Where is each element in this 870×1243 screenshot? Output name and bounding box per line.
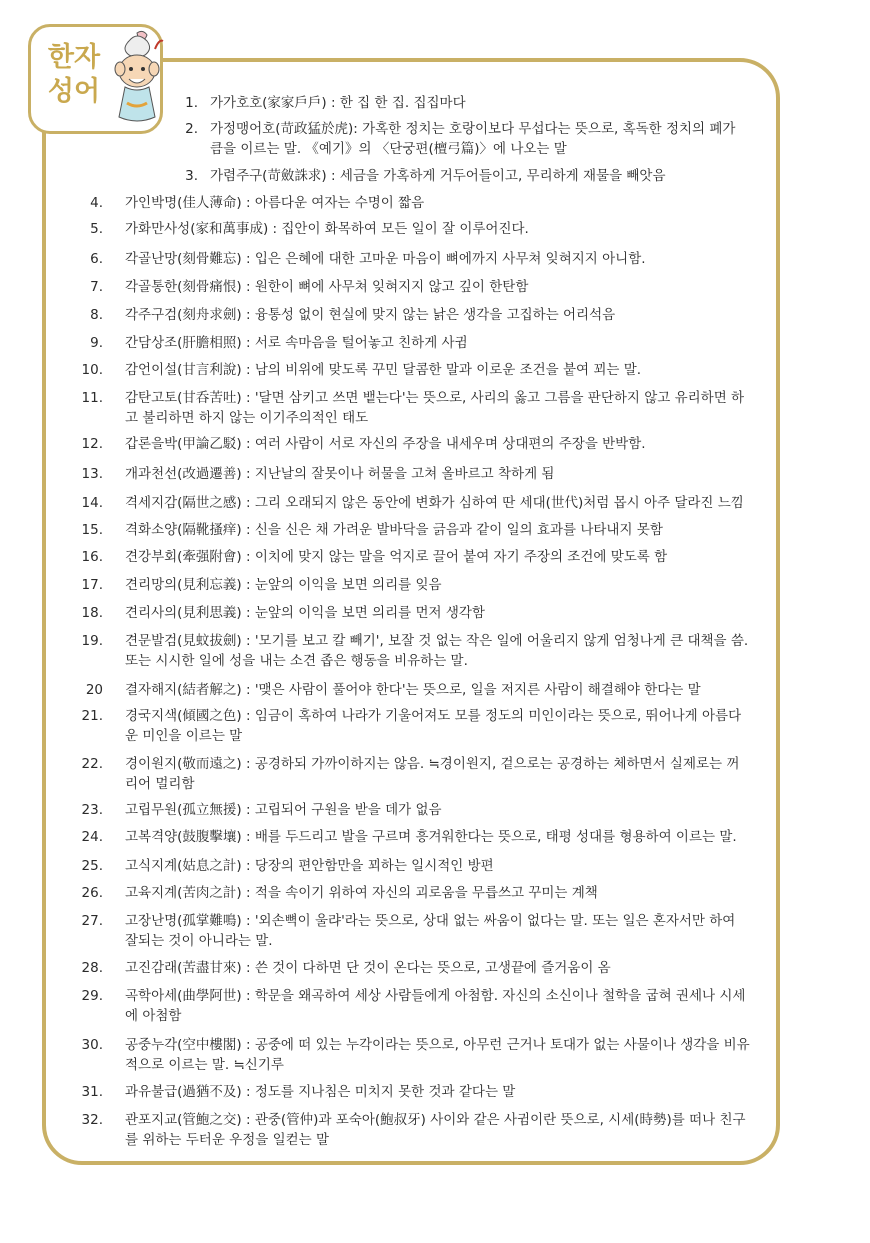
- item-number: 4.: [90, 195, 103, 211]
- item-number: 29.: [81, 988, 103, 1004]
- item-number: 14.: [81, 495, 103, 511]
- item-number: 30.: [81, 1037, 103, 1053]
- badge-line-2: 성어: [47, 76, 101, 107]
- item-text: 격화소양(隔靴搔痒) : 신을 신은 채 가려운 발바닥을 긁음과 같이 일의 효과를 나타내지 못함: [125, 522, 663, 538]
- item-text: 고복격양(鼓腹擊壤) : 배를 두드리고 발을 구르며 흥겨워한다는 뜻으로, 태평 성대를 형용하여 이르는 말.: [125, 829, 737, 845]
- item-text: 각골난망(刻骨難忘) : 입은 은혜에 대한 고마운 마음이 뼈에까지 사무쳐 잊혀지지 아니함.: [125, 251, 646, 267]
- item-text: 견리망의(見利忘義) : 눈앞의 이익을 보면 의리를 잊음: [125, 577, 442, 593]
- item-number: 13.: [81, 466, 103, 482]
- item-text: 고진감래(苦盡甘來) : 쓴 것이 다하면 단 것이 온다는 뜻으로, 고생끝에 즐거움이 옴: [125, 960, 611, 976]
- item-number: 10.: [81, 362, 103, 378]
- item-number: 17.: [81, 577, 103, 593]
- item-number: 5.: [90, 221, 103, 237]
- item-number: 15.: [81, 522, 103, 538]
- item-text: 가가호호(家家戶戶) : 한 집 한 집. 집집마다: [210, 95, 466, 111]
- item-text: 격세지감(隔世之感) : 그리 오래되지 않은 동안에 변화가 심하여 딴 세대(世代)처럼 몹시 아주 달라진 느낌: [125, 495, 744, 511]
- item-text: 고장난명(孤掌難鳴) : '외손뼉이 울랴'라는 뜻으로, 상대 없는 싸움이 없다는 말. 또는 일은 혼자서만 하여 잘되는 것이 아니라는 말.: [125, 913, 736, 949]
- item-number: 26.: [81, 885, 103, 901]
- item-text: 각주구검(刻舟求劍) : 융통성 없이 현실에 맞지 않는 낡은 생각을 고집하는 어리석음: [125, 307, 616, 323]
- item-text: 견문발검(見蚊拔劍) : '모기를 보고 칼 빼기', 보잘 것 없는 작은 일에 어울리지 않게 엄청나게 큰 대책을 씀. 또는 시시한 일에 성을 내는 소견 좁은 행동을 비유하는 말.: [125, 633, 749, 669]
- item-number: 28.: [81, 960, 103, 976]
- item-text: 고립무원(孤立無援) : 고립되어 구원을 받을 데가 없음: [125, 802, 442, 818]
- item-text: 경이원지(敬而遠之) : 공경하되 가까이하지는 않음. ≒경이원지, 겉으로는 공경하는 체하면서 실제로는 꺼리어 멀리함: [125, 756, 740, 792]
- item-number: 21.: [81, 708, 103, 724]
- item-number: 23.: [81, 802, 103, 818]
- item-number: 25.: [81, 858, 103, 874]
- item-number: 9.: [90, 335, 103, 351]
- item-number: 20: [85, 682, 103, 698]
- item-number: 7.: [90, 279, 103, 295]
- item-number: 8.: [90, 307, 103, 323]
- item-text: 견리사의(見利思義) : 눈앞의 이익을 보면 의리를 먼저 생각함: [125, 605, 485, 621]
- item-number: 31.: [81, 1084, 103, 1100]
- item-text: 과유불급(過猶不及) : 정도를 지나침은 미치지 못한 것과 같다는 말: [125, 1084, 516, 1100]
- item-text: 가정맹어호(苛政猛於虎): 가혹한 정치는 호랑이보다 무섭다는 뜻으로, 혹독한 정치의 폐가 큼을 이르는 말. 《예기》의 〈단궁편(檀弓篇)〉에 나오는 말: [210, 121, 736, 157]
- item-number: 3.: [185, 168, 198, 184]
- item-number: 22.: [81, 756, 103, 772]
- item-text: 가화만사성(家和萬事成) : 집안이 화목하여 모든 일이 잘 이루어진다.: [125, 221, 529, 237]
- item-text: 견강부회(牽强附會) : 이치에 맞지 않는 말을 억지로 끌어 붙여 자기 주장의 조건에 맞도록 함: [125, 549, 668, 565]
- item-text: 가인박명(佳人薄命) : 아름다운 여자는 수명이 짧음: [125, 195, 425, 211]
- item-text: 고육지계(苦肉之計) : 적을 속이기 위하여 자신의 괴로움을 무릅쓰고 꾸미는 계책: [125, 885, 598, 901]
- item-text: 갑론을박(甲論乙駁) : 여러 사람이 서로 자신의 주장을 내세우며 상대편의 주장을 반박함.: [125, 436, 646, 452]
- item-text: 공중누각(空中樓閣) : 공중에 떠 있는 누각이라는 뜻으로, 아무런 근거나 토대가 없는 사물이나 생각을 비유적으로 이르는 말. ≒신기루: [125, 1037, 750, 1073]
- item-text: 개과천선(改過遷善) : 지난날의 잘못이나 허물을 고쳐 올바르고 착하게 됨: [125, 466, 555, 482]
- item-number: 11.: [81, 390, 103, 406]
- section-badge: [28, 24, 163, 134]
- item-number: 16.: [81, 549, 103, 565]
- item-number: 19.: [81, 633, 103, 649]
- item-number: 1.: [185, 95, 198, 111]
- item-text: 각골통한(刻骨痛恨) : 원한이 뼈에 사무쳐 잊혀지지 않고 깊이 한탄함: [125, 279, 529, 295]
- item-text: 경국지색(傾國之色) : 임금이 혹하여 나라가 기울어져도 모를 정도의 미인이라는 뜻으로, 뛰어나게 아름다운 미인을 이르는 말: [125, 708, 742, 744]
- item-number: 32.: [81, 1112, 103, 1128]
- item-number: 24.: [81, 829, 103, 845]
- item-text: 감언이설(甘言利說) : 남의 비위에 맞도록 꾸민 달콤한 말과 이로운 조건을 붙여 꾀는 말.: [125, 362, 642, 378]
- badge-title: [39, 41, 109, 109]
- mascot-illustration-icon: [107, 29, 167, 129]
- item-text: 곡학아세(曲學阿世) : 학문을 왜곡하여 세상 사람들에게 아첨함. 자신의 소신이나 철학을 굽혀 권세나 시세에 아첨함: [125, 988, 746, 1024]
- item-text: 가렴주구(苛斂誅求) : 세금을 가혹하게 거두어들이고, 무리하게 재물을 빼앗음: [210, 168, 666, 184]
- item-number: 12.: [81, 436, 103, 452]
- item-number: 6.: [90, 251, 103, 267]
- item-text: 간담상조(肝膽相照) : 서로 속마음을 털어놓고 친하게 사귐: [125, 335, 468, 351]
- item-text: 고식지계(姑息之計) : 당장의 편안함만을 꾀하는 일시적인 방편: [125, 858, 494, 874]
- item-text: 관포지교(管鮑之交) : 관중(管仲)과 포숙아(鮑叔牙) 사이와 같은 사귐이란 뜻으로, 시세(時勢)를 떠나 친구를 위하는 두터운 우정을 일컫는 말: [125, 1112, 746, 1148]
- badge-line-1: 한자: [47, 42, 101, 73]
- item-text: 감탄고토(甘呑苦吐) : '달면 삼키고 쓰면 뱉는다'는 뜻으로, 사리의 옳고 그름을 판단하지 않고 유리하면 하고 불리하면 하지 않는 이기주의적인 태도: [125, 390, 745, 426]
- item-text: 결자해지(結者解之) : '맺은 사람이 풀어야 한다'는 뜻으로, 일을 저지른 사람이 해결해야 한다는 말: [125, 682, 701, 698]
- item-number: 27.: [81, 913, 103, 929]
- item-number: 18.: [81, 605, 103, 621]
- item-number: 2.: [185, 121, 198, 137]
